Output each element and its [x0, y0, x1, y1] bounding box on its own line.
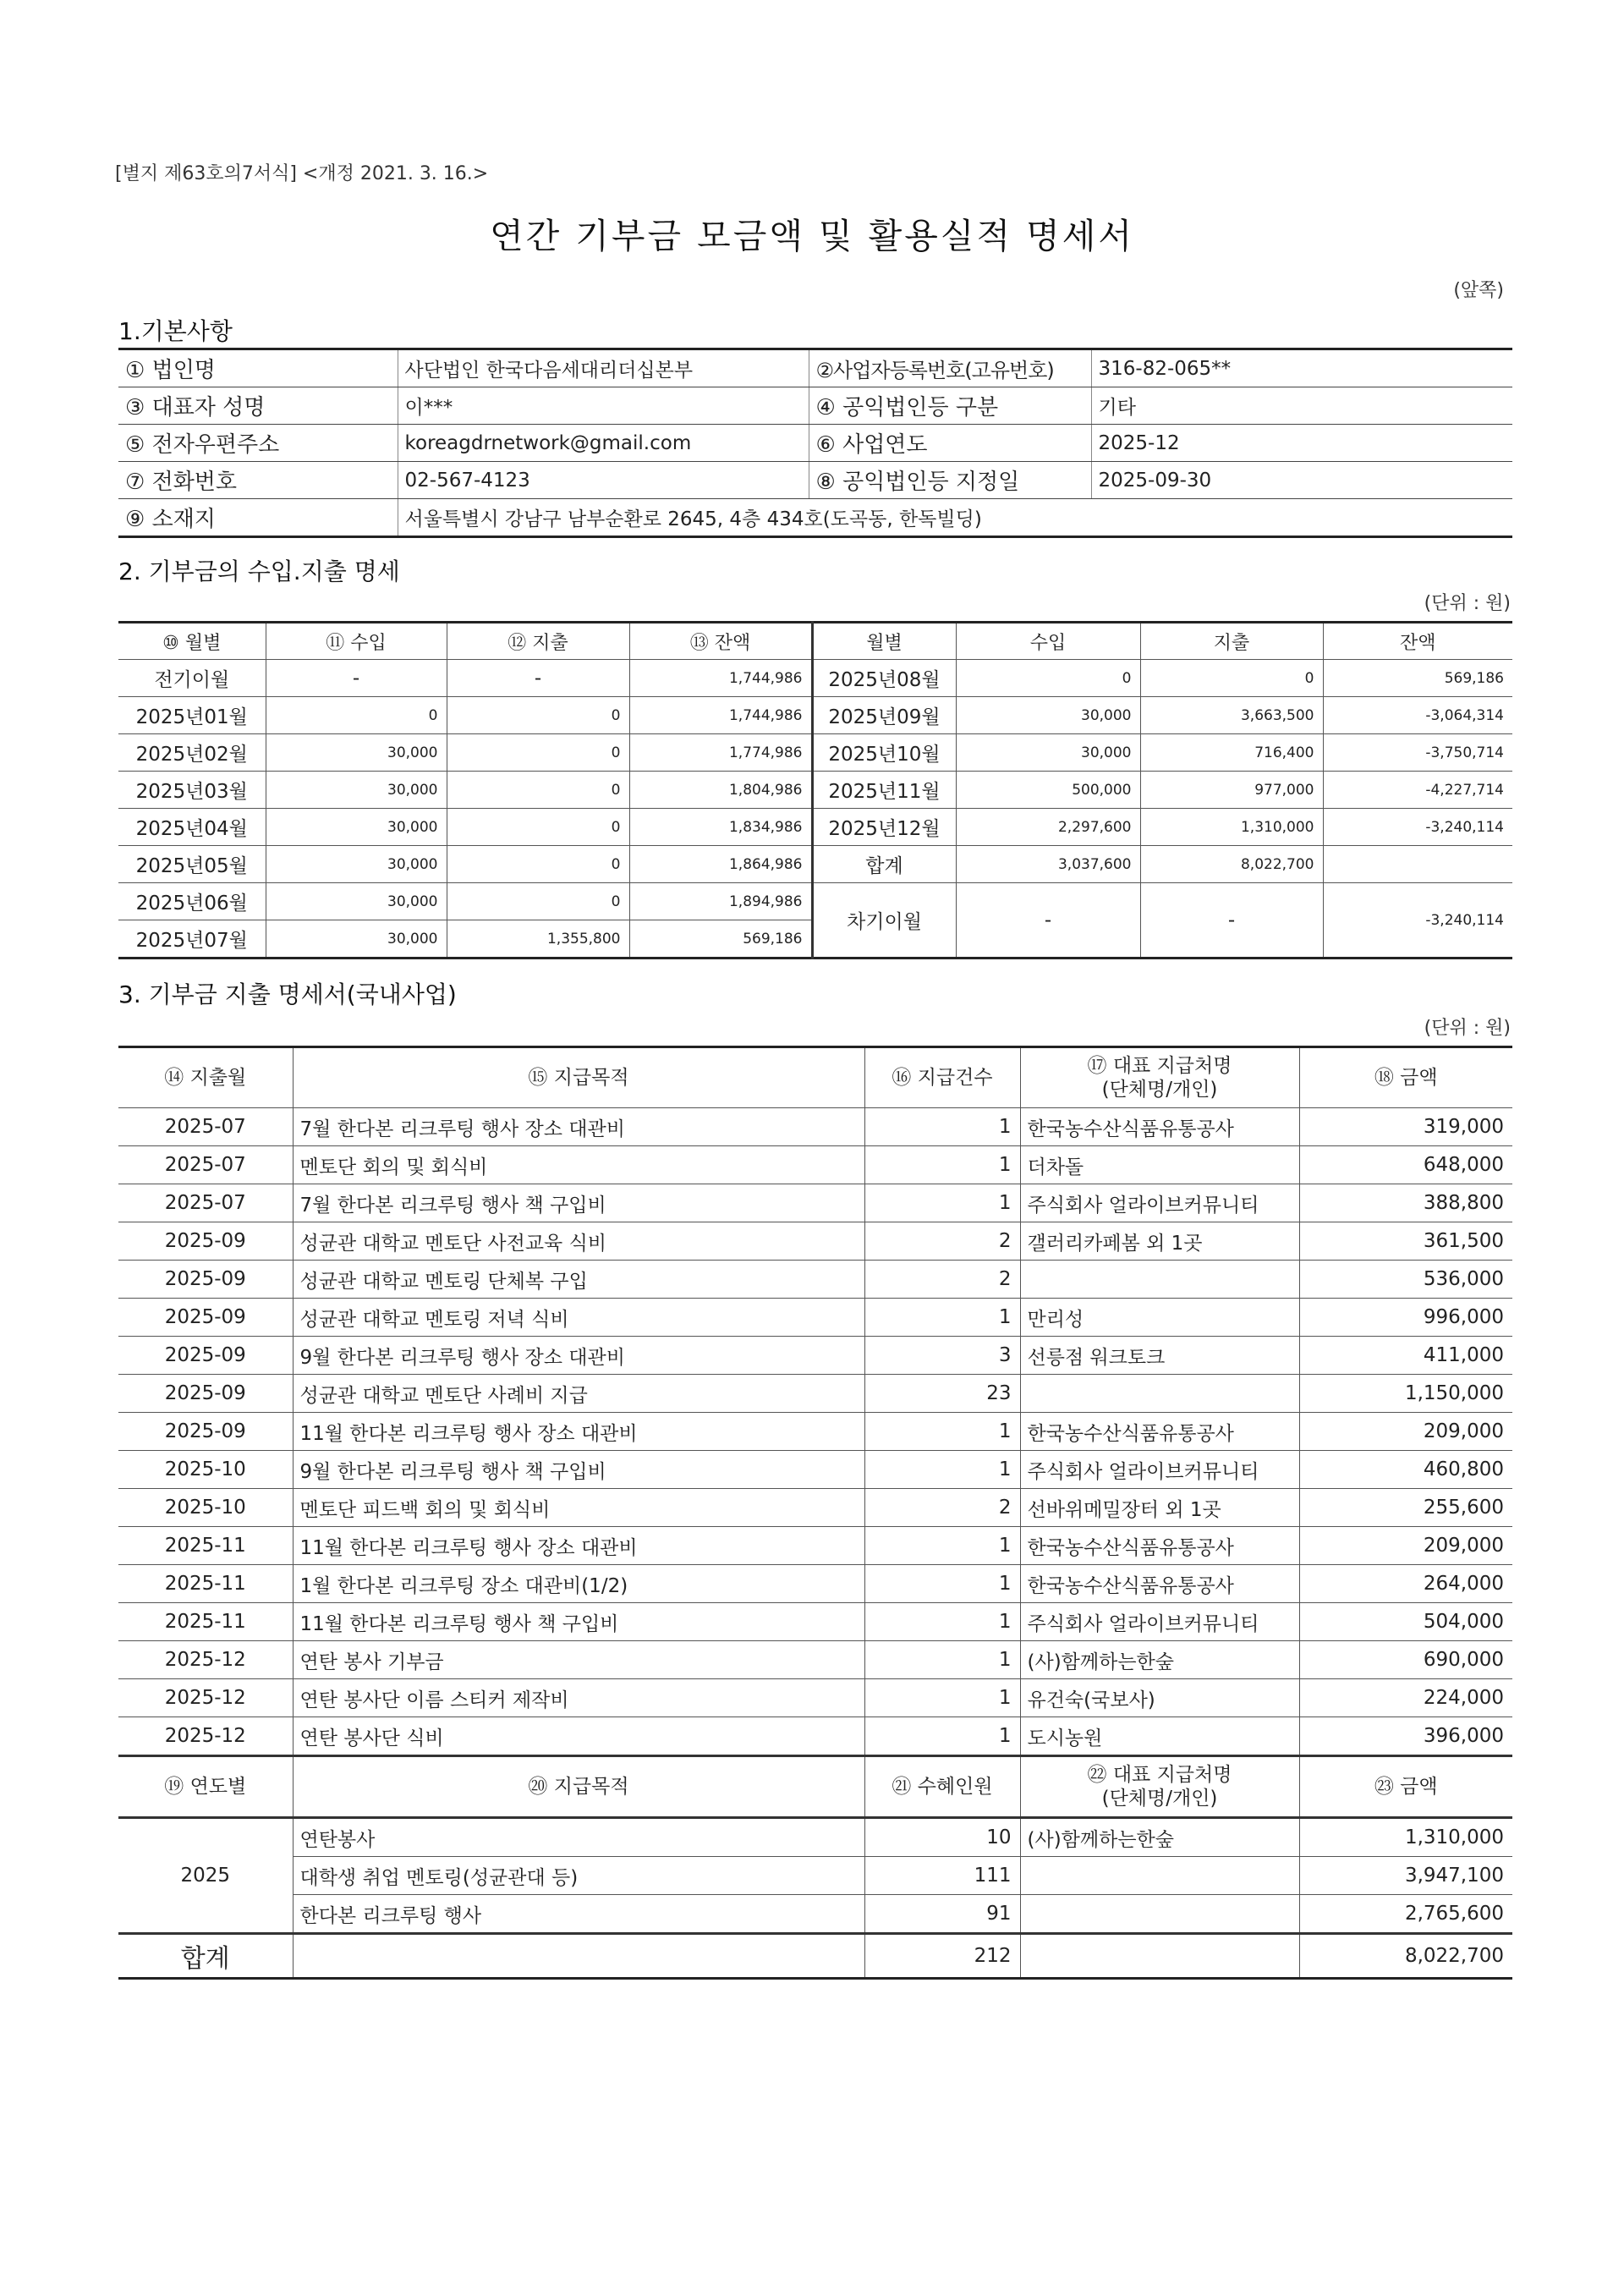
balance-cell: 569,186 [629, 920, 812, 958]
month-cell: 2025년06월 [118, 883, 266, 920]
total-purpose-cell [293, 1934, 864, 1979]
income-cell: 30,000 [266, 809, 447, 846]
fiscal-year-label: ⑥ 사업연도 [809, 425, 1091, 462]
basic-info-row [118, 349, 1512, 387]
balance-cell: 1,834,986 [629, 809, 812, 846]
purpose-cell: 7월 한다본 리크루팅 행사 장소 대관비 [293, 1108, 864, 1146]
expense-cell: 0 [447, 809, 629, 846]
month-cell: 전기이월 [118, 660, 266, 697]
purpose-cell: 대학생 취업 멘토링(성균관대 등) [293, 1857, 864, 1895]
table-row [118, 660, 1512, 697]
document-title: 연간 기부금 모금액 및 활용실적 명세서 [490, 216, 1134, 256]
org-type-label: ④ 공익법인등 구분 [809, 387, 1091, 425]
expense-cell: 0 [447, 846, 629, 883]
people-cell: 91 [864, 1895, 1020, 1934]
table-row [118, 1108, 1512, 1146]
month-cell: 2025년02월 [118, 734, 266, 772]
payee-cell [1020, 1375, 1299, 1413]
unit-label: (단위 : 원) [1424, 593, 1511, 614]
org-type-value: 기타 [1091, 387, 1512, 425]
payee-cell: 한국농수산식품유통공사 [1020, 1527, 1299, 1565]
balance-cell: 1,894,986 [629, 883, 812, 920]
header-row-year [118, 1756, 1512, 1818]
email-value: koreagdrnetwork@gmail.com [398, 425, 809, 462]
amount-cell: 224,000 [1299, 1679, 1512, 1717]
purpose-cell: 9월 한다본 리크루팅 행사 장소 대관비 [293, 1337, 864, 1375]
table-row [118, 846, 1512, 883]
count-cell: 1 [864, 1679, 1020, 1717]
month-cell: 2025-07 [118, 1108, 293, 1146]
payee-cell: 선바위메밀장터 외 1곳 [1020, 1489, 1299, 1527]
income-cell: 30,000 [266, 920, 447, 958]
purpose-cell: 11월 한다본 리크루팅 행사 장소 대관비 [293, 1413, 864, 1451]
header-row [118, 623, 1512, 660]
count-cell: 2 [864, 1261, 1020, 1299]
total-people: 212 [864, 1934, 1020, 1979]
month-cell: 2025년07월 [118, 920, 266, 958]
purpose-cell: 성균관 대학교 멘토링 단체복 구입 [293, 1261, 864, 1299]
address-value: 서울특별시 강남구 남부순환로 2645, 4층 434호(도곡동, 한독빌딩) [398, 499, 1512, 537]
amount-cell: 209,000 [1299, 1527, 1512, 1565]
amount-cell: 396,000 [1299, 1717, 1512, 1756]
income-cell: - [266, 660, 447, 697]
corp-name-value: 사단법인 한국다음세대리더십본부 [398, 349, 809, 387]
amount-cell: 209,000 [1299, 1413, 1512, 1451]
amount-cell: 361,500 [1299, 1222, 1512, 1261]
month-cell: 2025-12 [118, 1641, 293, 1679]
table-row [118, 883, 1512, 920]
basic-info-table [118, 348, 1512, 538]
income-cell: 30,000 [266, 846, 447, 883]
month-cell: 2025년11월 [812, 772, 956, 809]
col-income-right: 수입 [956, 623, 1140, 660]
payee-cell [1020, 1857, 1299, 1895]
table-row [118, 697, 1512, 734]
col-purpose: ⑮ 지급목적 [293, 1047, 864, 1108]
unit-label: (단위 : 원) [1424, 1018, 1511, 1039]
payee-cell: 만리성 [1020, 1299, 1299, 1337]
total-balance-cell [1323, 846, 1512, 883]
basic-info-row [118, 387, 1512, 425]
designation-date-value: 2025-09-30 [1091, 462, 1512, 499]
section2-title: 2. 기부금의 수입.지출 명세 [118, 558, 400, 585]
payee-cell: (사)함께하는한숲 [1020, 1818, 1299, 1857]
month-cell: 2025-11 [118, 1527, 293, 1565]
month-cell: 2025년01월 [118, 697, 266, 734]
table-row [118, 1337, 1512, 1375]
expense-cell: 0 [447, 697, 629, 734]
email-label: ⑤ 전자우편주소 [118, 425, 398, 462]
balance-cell: -3,064,314 [1323, 697, 1512, 734]
col-amount: ⑱ 금액 [1299, 1047, 1512, 1108]
page-side-label: (앞쪽) [1453, 280, 1504, 301]
basic-info-row [118, 462, 1512, 499]
year-row [118, 1857, 1512, 1895]
table-row [118, 1451, 1512, 1489]
total-amount: 8,022,700 [1299, 1934, 1512, 1979]
purpose-cell: 연탄 봉사 기부금 [293, 1641, 864, 1679]
purpose-cell: 한다본 리크루팅 행사 [293, 1895, 864, 1934]
section1-title: 1.기본사항 [118, 317, 233, 345]
amount-cell: 264,000 [1299, 1565, 1512, 1603]
purpose-cell: 11월 한다본 리크루팅 행사 책 구입비 [293, 1603, 864, 1641]
month-cell: 2025-11 [118, 1603, 293, 1641]
expense-cell: 0 [447, 734, 629, 772]
col-expense-month: ⑭ 지출월 [118, 1047, 293, 1108]
header-row [118, 1047, 1512, 1108]
balance-cell: 1,864,986 [629, 846, 812, 883]
basic-info-row [118, 425, 1512, 462]
basic-info-row [118, 499, 1512, 537]
payee-cell: 한국농수산식품유통공사 [1020, 1108, 1299, 1146]
purpose-cell: 연탄봉사 [293, 1818, 864, 1857]
month-cell: 2025년08월 [812, 660, 956, 697]
amount-cell: 388,800 [1299, 1184, 1512, 1222]
count-cell: 1 [864, 1184, 1020, 1222]
month-cell: 2025-12 [118, 1717, 293, 1756]
col-income: ⑪ 수입 [266, 623, 447, 660]
ceo-name-label: ③ 대표자 성명 [118, 387, 398, 425]
month-cell: 2025-09 [118, 1261, 293, 1299]
people-cell: 10 [864, 1818, 1020, 1857]
table-row [118, 1299, 1512, 1337]
count-cell: 1 [864, 1108, 1020, 1146]
month-cell: 2025-09 [118, 1299, 293, 1337]
purpose-cell: 연탄 봉사단 식비 [293, 1717, 864, 1756]
balance-cell: -4,227,714 [1323, 772, 1512, 809]
month-cell: 2025년09월 [812, 697, 956, 734]
purpose-cell: 멘토단 피드백 회의 및 회식비 [293, 1489, 864, 1527]
count-cell: 1 [864, 1641, 1020, 1679]
payee-cell [1020, 1261, 1299, 1299]
expense-rows [118, 1108, 1512, 1756]
balance-cell: 1,774,986 [629, 734, 812, 772]
payee-cell: 도시농원 [1020, 1717, 1299, 1756]
table-row [118, 1222, 1512, 1261]
corp-name-label: ① 법인명 [118, 349, 398, 387]
count-cell: 1 [864, 1565, 1020, 1603]
table-row [118, 1146, 1512, 1184]
col-payee-title: ⑰ 대표 지급처명 [1087, 1055, 1232, 1077]
amount-cell: 255,600 [1299, 1489, 1512, 1527]
table-row [118, 1679, 1512, 1717]
payee-cell: 한국농수산식품유통공사 [1020, 1413, 1299, 1451]
count-cell: 2 [864, 1222, 1020, 1261]
income-cell: 0 [266, 697, 447, 734]
table-row [118, 1184, 1512, 1222]
expense-detail-table [118, 1046, 1512, 1980]
expense-cell: 1,355,800 [447, 920, 629, 958]
total-row [118, 1934, 1512, 1979]
year-row [118, 1895, 1512, 1934]
amount-cell: 648,000 [1299, 1146, 1512, 1184]
amount-cell: 3,947,100 [1299, 1857, 1512, 1895]
designation-date-label: ⑧ 공익법인등 지정일 [809, 462, 1091, 499]
col-beneficiaries: ㉑ 수혜인원 [864, 1756, 1020, 1818]
total-payee-cell [1020, 1934, 1299, 1979]
biz-reg-number-value: 316-82-065** [1091, 349, 1512, 387]
col-payee-subtitle: (단체명/개인) [1101, 1079, 1218, 1101]
month-cell: 2025-07 [118, 1184, 293, 1222]
ceo-name-value: 이*** [398, 387, 809, 425]
income-cell: 30,000 [956, 697, 1140, 734]
carry-forward-label: 차기이월 [812, 883, 956, 958]
purpose-cell: 성균관 대학교 멘토링 저녁 식비 [293, 1299, 864, 1337]
table-row [118, 809, 1512, 846]
month-cell: 2025-07 [118, 1146, 293, 1184]
month-cell: 2025-11 [118, 1565, 293, 1603]
carry-forward-income: - [956, 883, 1140, 958]
expense-cell: - [447, 660, 629, 697]
purpose-cell: 연탄 봉사단 이름 스티커 제작비 [293, 1679, 864, 1717]
balance-cell: -3,750,714 [1323, 734, 1512, 772]
purpose-cell: 성균관 대학교 멘토단 사전교육 식비 [293, 1222, 864, 1261]
total-income-cell: 3,037,600 [956, 846, 1140, 883]
income-cell: 30,000 [956, 734, 1140, 772]
table-row [118, 1261, 1512, 1299]
income-cell: 0 [956, 660, 1140, 697]
month-cell: 2025-10 [118, 1489, 293, 1527]
table-row [118, 1717, 1512, 1756]
month-cell: 2025년03월 [118, 772, 266, 809]
purpose-cell: 멘토단 회의 및 회식비 [293, 1146, 864, 1184]
table-row [118, 1527, 1512, 1565]
payee-cell: (사)함께하는한숲 [1020, 1641, 1299, 1679]
balance-cell: 569,186 [1323, 660, 1512, 697]
purpose-cell: 7월 한다본 리크루팅 행사 책 구입비 [293, 1184, 864, 1222]
month-cell: 2025-09 [118, 1337, 293, 1375]
count-cell: 1 [864, 1299, 1020, 1337]
payee-cell: 갤러리카페봄 외 1곳 [1020, 1222, 1299, 1261]
col-payee [1020, 1047, 1299, 1108]
amount-cell: 536,000 [1299, 1261, 1512, 1299]
col-month-right: 월별 [812, 623, 956, 660]
balance-cell: 1,804,986 [629, 772, 812, 809]
count-cell: 1 [864, 1527, 1020, 1565]
month-cell: 2025-12 [118, 1679, 293, 1717]
phone-label: ⑦ 전화번호 [118, 462, 398, 499]
month-cell: 2025년05월 [118, 846, 266, 883]
payee-cell: 선릉점 워크토크 [1020, 1337, 1299, 1375]
balance-cell: 1,744,986 [629, 660, 812, 697]
table-row [118, 1603, 1512, 1641]
payee-cell: 주식회사 얼라이브커뮤니티 [1020, 1451, 1299, 1489]
col-payee-year-subtitle: (단체명/개인) [1101, 1788, 1218, 1810]
col-payee-year-title: ㉒ 대표 지급처명 [1087, 1764, 1232, 1786]
table-row [118, 1641, 1512, 1679]
year-row [118, 1818, 1512, 1857]
amount-cell: 319,000 [1299, 1108, 1512, 1146]
amount-cell: 1,310,000 [1299, 1818, 1512, 1857]
amount-cell: 1,150,000 [1299, 1375, 1512, 1413]
payee-cell [1020, 1895, 1299, 1934]
month-cell: 2025-09 [118, 1413, 293, 1451]
count-cell: 1 [864, 1146, 1020, 1184]
col-expense: ⑫ 지출 [447, 623, 629, 660]
expense-cell: 977,000 [1140, 772, 1323, 809]
address-label: ⑨ 소재지 [118, 499, 398, 537]
col-expense-right: 지출 [1140, 623, 1323, 660]
count-cell: 1 [864, 1413, 1020, 1451]
month-cell: 2025-09 [118, 1375, 293, 1413]
count-cell: 3 [864, 1337, 1020, 1375]
col-balance-right: 잔액 [1323, 623, 1512, 660]
col-balance: ⑬ 잔액 [629, 623, 812, 660]
balance-cell: -3,240,114 [1323, 809, 1512, 846]
expense-cell: 0 [447, 883, 629, 920]
income-expense-table [118, 621, 1512, 959]
expense-cell: 3,663,500 [1140, 697, 1323, 734]
expense-cell: 0 [447, 772, 629, 809]
count-cell: 1 [864, 1451, 1020, 1489]
total-expense-cell: 8,022,700 [1140, 846, 1323, 883]
table-row [118, 772, 1512, 809]
section3-title: 3. 기부금 지출 명세서(국내사업) [118, 980, 457, 1008]
total-label: 합계 [118, 1934, 293, 1979]
income-cell: 500,000 [956, 772, 1140, 809]
amount-cell: 504,000 [1299, 1603, 1512, 1641]
month-cell: 2025년04월 [118, 809, 266, 846]
purpose-cell: 1월 한다본 리크루팅 장소 대관비(1/2) [293, 1565, 864, 1603]
table-row [118, 734, 1512, 772]
income-cell: 30,000 [266, 883, 447, 920]
month-cell: 2025-09 [118, 1222, 293, 1261]
purpose-cell: 9월 한다본 리크루팅 행사 책 구입비 [293, 1451, 864, 1489]
amount-cell: 690,000 [1299, 1641, 1512, 1679]
col-year: ⑲ 연도별 [118, 1756, 293, 1818]
payee-cell: 더차돌 [1020, 1146, 1299, 1184]
amount-cell: 411,000 [1299, 1337, 1512, 1375]
payee-cell: 한국농수산식품유통공사 [1020, 1565, 1299, 1603]
fiscal-year-value: 2025-12 [1091, 425, 1512, 462]
month-cell: 2025-10 [118, 1451, 293, 1489]
table-row [118, 1375, 1512, 1413]
carry-forward-expense: - [1140, 883, 1323, 958]
payee-cell: 주식회사 얼라이브커뮤니티 [1020, 1603, 1299, 1641]
expense-cell: 716,400 [1140, 734, 1323, 772]
income-cell: 30,000 [266, 772, 447, 809]
count-cell: 2 [864, 1489, 1020, 1527]
table-row [118, 1413, 1512, 1451]
count-cell: 23 [864, 1375, 1020, 1413]
income-cell: 30,000 [266, 734, 447, 772]
expense-cell: 1,310,000 [1140, 809, 1323, 846]
month-cell: 2025년12월 [812, 809, 956, 846]
total-label-cell: 합계 [812, 846, 956, 883]
payee-cell: 주식회사 얼라이브커뮤니티 [1020, 1184, 1299, 1222]
amount-cell: 2,765,600 [1299, 1895, 1512, 1934]
payee-cell: 유건숙(국보사) [1020, 1679, 1299, 1717]
table-row [118, 1565, 1512, 1603]
count-cell: 1 [864, 1603, 1020, 1641]
balance-cell: 1,744,986 [629, 697, 812, 734]
purpose-cell: 성균관 대학교 멘토단 사례비 지급 [293, 1375, 864, 1413]
amount-cell: 460,800 [1299, 1451, 1512, 1489]
biz-reg-number-label: ②사업자등록번호(고유번호) [809, 349, 1091, 387]
col-month: ⑩ 월별 [118, 623, 266, 660]
year-cell: 2025 [118, 1818, 293, 1934]
table-row [118, 1489, 1512, 1527]
amount-cell: 996,000 [1299, 1299, 1512, 1337]
expense-cell: 0 [1140, 660, 1323, 697]
people-cell: 111 [864, 1857, 1020, 1895]
col-purpose-year: ⑳ 지급목적 [293, 1756, 864, 1818]
income-cell: 2,297,600 [956, 809, 1140, 846]
form-reference: [별지 제63호의7서식] <개정 2021. 3. 16.> [115, 163, 489, 184]
carry-forward-balance: -3,240,114 [1323, 883, 1512, 958]
col-payee-year [1020, 1756, 1299, 1818]
phone-value: 02-567-4123 [398, 462, 809, 499]
purpose-cell: 11월 한다본 리크루팅 행사 장소 대관비 [293, 1527, 864, 1565]
col-count: ⑯ 지급건수 [864, 1047, 1020, 1108]
col-amount-year: ㉓ 금액 [1299, 1756, 1512, 1818]
month-cell: 2025년10월 [812, 734, 956, 772]
count-cell: 1 [864, 1717, 1020, 1756]
